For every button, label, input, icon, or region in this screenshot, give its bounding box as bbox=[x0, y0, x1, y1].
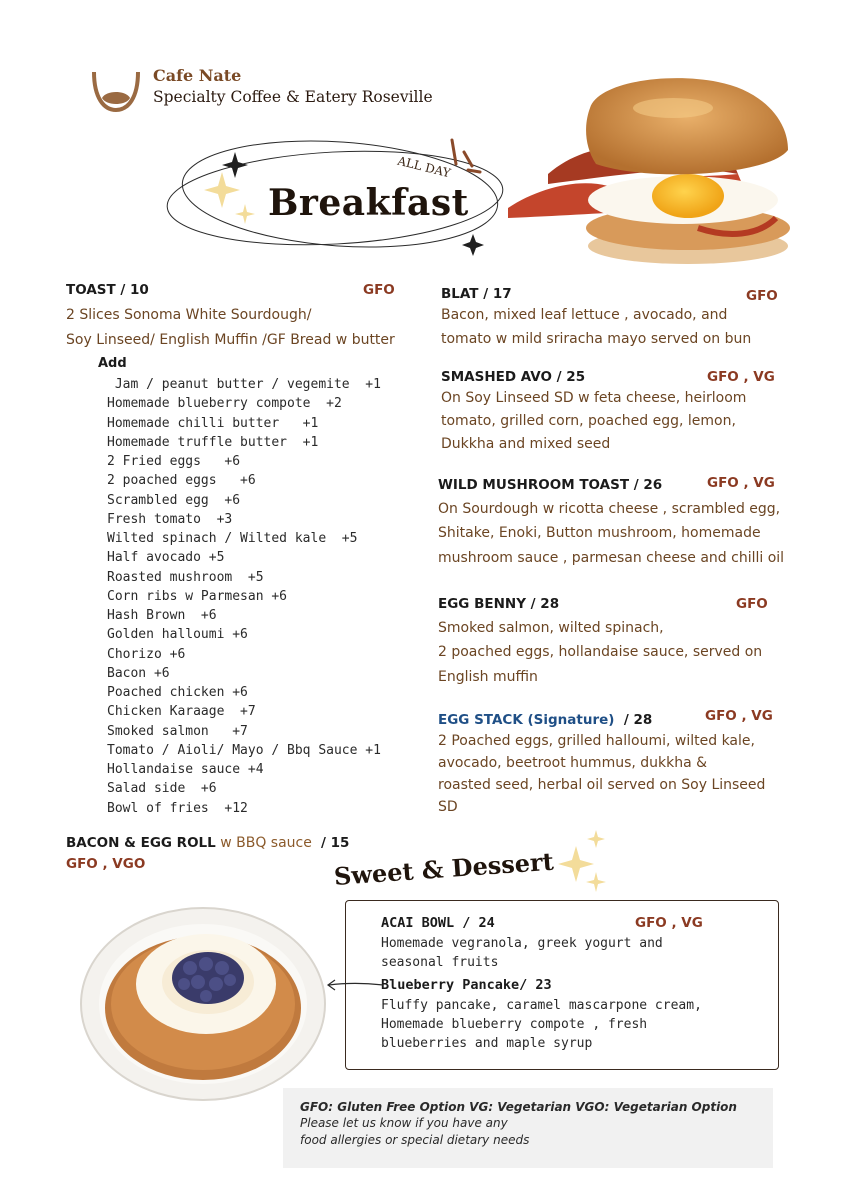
brand-name: Cafe Nate bbox=[153, 66, 242, 85]
egg-benny-dietary-tag: GFO bbox=[736, 596, 768, 612]
acai-bowl-desc-line-2: seasonal fruits bbox=[381, 955, 499, 970]
blat-heading: BLAT / 17 bbox=[441, 286, 512, 302]
toast-heading: TOAST / 10 bbox=[66, 282, 149, 298]
footnote-line-2: Please let us know if you have any bbox=[300, 1116, 508, 1130]
list-item: 2 Fried eggs +6 bbox=[107, 454, 241, 469]
add-ons-list bbox=[107, 375, 381, 818]
bacon-roll-price: / 15 bbox=[316, 835, 350, 851]
mushroom-toast-heading: WILD MUSHROOM TOAST / 26 bbox=[438, 477, 663, 493]
list-item: Poached chicken +6 bbox=[107, 685, 248, 700]
bacon-egg-burger-image bbox=[498, 78, 798, 270]
blueberry-pancake-desc-line-1: Fluffy pancake, caramel mascarpone cream, bbox=[381, 998, 702, 1013]
smashed-avo-dietary-tag: GFO , VG bbox=[707, 369, 775, 385]
list-item: Smoked salmon +7 bbox=[107, 723, 248, 739]
bacon-roll-name: BACON & EGG ROLL bbox=[66, 835, 216, 851]
egg-stack-price: / 28 bbox=[614, 712, 653, 728]
egg-stack-name: EGG STACK (Signature) bbox=[438, 712, 615, 728]
toast-desc-line-1: 2 Slices Sonoma White Sourdough/ bbox=[66, 307, 312, 323]
egg-benny-desc-line-1: Smoked salmon, wilted spinach, bbox=[438, 620, 664, 636]
egg-stack-desc-line-2: avocado, beetroot hummus, dukkha & bbox=[438, 755, 708, 771]
list-item: Tomato / Aioli/ Mayo / Bbq Sauce +1 bbox=[107, 742, 381, 758]
egg-stack-desc-line-1: 2 Poached eggs, grilled halloumi, wilted kale, bbox=[438, 733, 755, 749]
blat-desc-line-2: tomato w mild sriracha mayo served on bun bbox=[441, 331, 752, 347]
list-item: Scrambled egg +6 bbox=[107, 492, 241, 508]
list-item: Bowl of fries +12 bbox=[107, 800, 248, 816]
list-item: Chicken Karaage +7 bbox=[107, 704, 256, 720]
dietary-legend: GFO: Gluten Free Option VG: Vegetarian VGO: Vegetarian Option bbox=[300, 1100, 737, 1114]
bacon-roll-dietary-tag: GFO , VGO bbox=[66, 856, 146, 872]
acai-bowl-desc-line-1: Homemade vegranola, greek yogurt and bbox=[381, 936, 663, 951]
egg-benny-desc-line-2: 2 poached eggs, hollandaise sauce, served on bbox=[438, 644, 763, 660]
brand-subtitle: Specialty Coffee & Eatery Roseville bbox=[153, 88, 433, 106]
smashed-avo-desc-line-3: Dukkha and mixed seed bbox=[441, 436, 611, 452]
egg-stack-heading bbox=[438, 709, 652, 728]
list-item: Half avocado +5 bbox=[107, 550, 225, 566]
sparkle-icon bbox=[556, 828, 608, 898]
list-item: Chorizo +6 bbox=[107, 646, 186, 662]
smashed-avo-heading: SMASHED AVO / 25 bbox=[441, 369, 586, 385]
toast-desc-line-2: Soy Linseed/ English Muffin /GF Bread w butter bbox=[66, 332, 395, 348]
list-item: Roasted mushroom +5 bbox=[107, 569, 264, 585]
acai-bowl-dietary-tag: GFO , VG bbox=[635, 915, 703, 931]
list-item: Hash Brown +6 bbox=[107, 608, 217, 623]
sweet-dessert-title: Sweet & Dessert bbox=[332, 846, 555, 891]
list-item: Wilted spinach / Wilted kale +5 bbox=[107, 531, 358, 546]
list-item: Homemade blueberry compote +2 bbox=[107, 396, 342, 412]
blueberry-pancake-desc-line-2: Homemade blueberry compote , fresh bbox=[381, 1017, 648, 1032]
arrow-left-icon bbox=[325, 975, 385, 995]
page-title: Breakfast bbox=[268, 182, 469, 224]
list-item: Homemade truffle butter +1 bbox=[107, 434, 319, 450]
blueberry-pancake-image bbox=[78, 904, 328, 1109]
blueberry-pancake-heading: Blueberry Pancake/ 23 bbox=[381, 977, 552, 993]
egg-benny-heading: EGG BENNY / 28 bbox=[438, 596, 560, 612]
list-item: 2 poached eggs +6 bbox=[107, 473, 256, 489]
mushroom-toast-dietary-tag: GFO , VG bbox=[707, 475, 775, 491]
list-item: Golden halloumi +6 bbox=[107, 627, 248, 643]
add-ons-label: Add bbox=[98, 356, 127, 371]
mushroom-toast-desc-line-2: Shitake, Enoki, Button mushroom, homemade bbox=[438, 525, 761, 541]
list-item: Corn ribs w Parmesan +6 bbox=[107, 588, 288, 604]
all-day-label: ALL DAY bbox=[396, 153, 453, 181]
cafe-cup-logo-icon bbox=[92, 68, 140, 112]
smashed-avo-desc-line-1: On Soy Linseed SD w feta cheese, heirloom bbox=[441, 390, 747, 406]
bacon-roll-sauce: w BBQ sauce bbox=[215, 835, 317, 851]
egg-stack-dietary-tag: GFO , VG bbox=[705, 708, 773, 724]
egg-stack-desc-line-4: SD bbox=[438, 799, 458, 815]
blat-desc-line-1: Bacon, mixed leaf lettuce , avocado, and bbox=[441, 307, 728, 323]
bacon-roll-heading bbox=[66, 832, 349, 851]
egg-benny-desc-line-3: English muffin bbox=[438, 669, 538, 685]
egg-stack-desc-line-3: roasted seed, herbal oil served on Soy Linseed bbox=[438, 777, 766, 793]
list-item: Jam / peanut butter / vegemite +1 bbox=[107, 377, 381, 392]
footnote-line-3: food allergies or special dietary needs bbox=[300, 1133, 530, 1147]
mushroom-toast-desc-line-3: mushroom sauce , parmesan cheese and chilli oil bbox=[438, 550, 785, 566]
list-item: Homemade chilli butter +1 bbox=[107, 415, 319, 431]
toast-dietary-tag: GFO bbox=[363, 282, 395, 298]
list-item: Fresh tomato +3 bbox=[107, 511, 233, 527]
list-item: Hollandaise sauce +4 bbox=[107, 762, 264, 777]
smashed-avo-desc-line-2: tomato, grilled corn, poached egg, lemon, bbox=[441, 413, 736, 429]
list-item: Salad side +6 bbox=[107, 781, 217, 797]
list-item: Bacon +6 bbox=[107, 665, 170, 681]
blat-dietary-tag: GFO bbox=[746, 288, 778, 304]
mushroom-toast-desc-line-1: On Sourdough w ricotta cheese , scrambled egg, bbox=[438, 501, 781, 517]
blueberry-pancake-desc-line-3: blueberries and maple syrup bbox=[381, 1036, 593, 1051]
acai-bowl-heading: ACAI BOWL / 24 bbox=[381, 915, 495, 931]
